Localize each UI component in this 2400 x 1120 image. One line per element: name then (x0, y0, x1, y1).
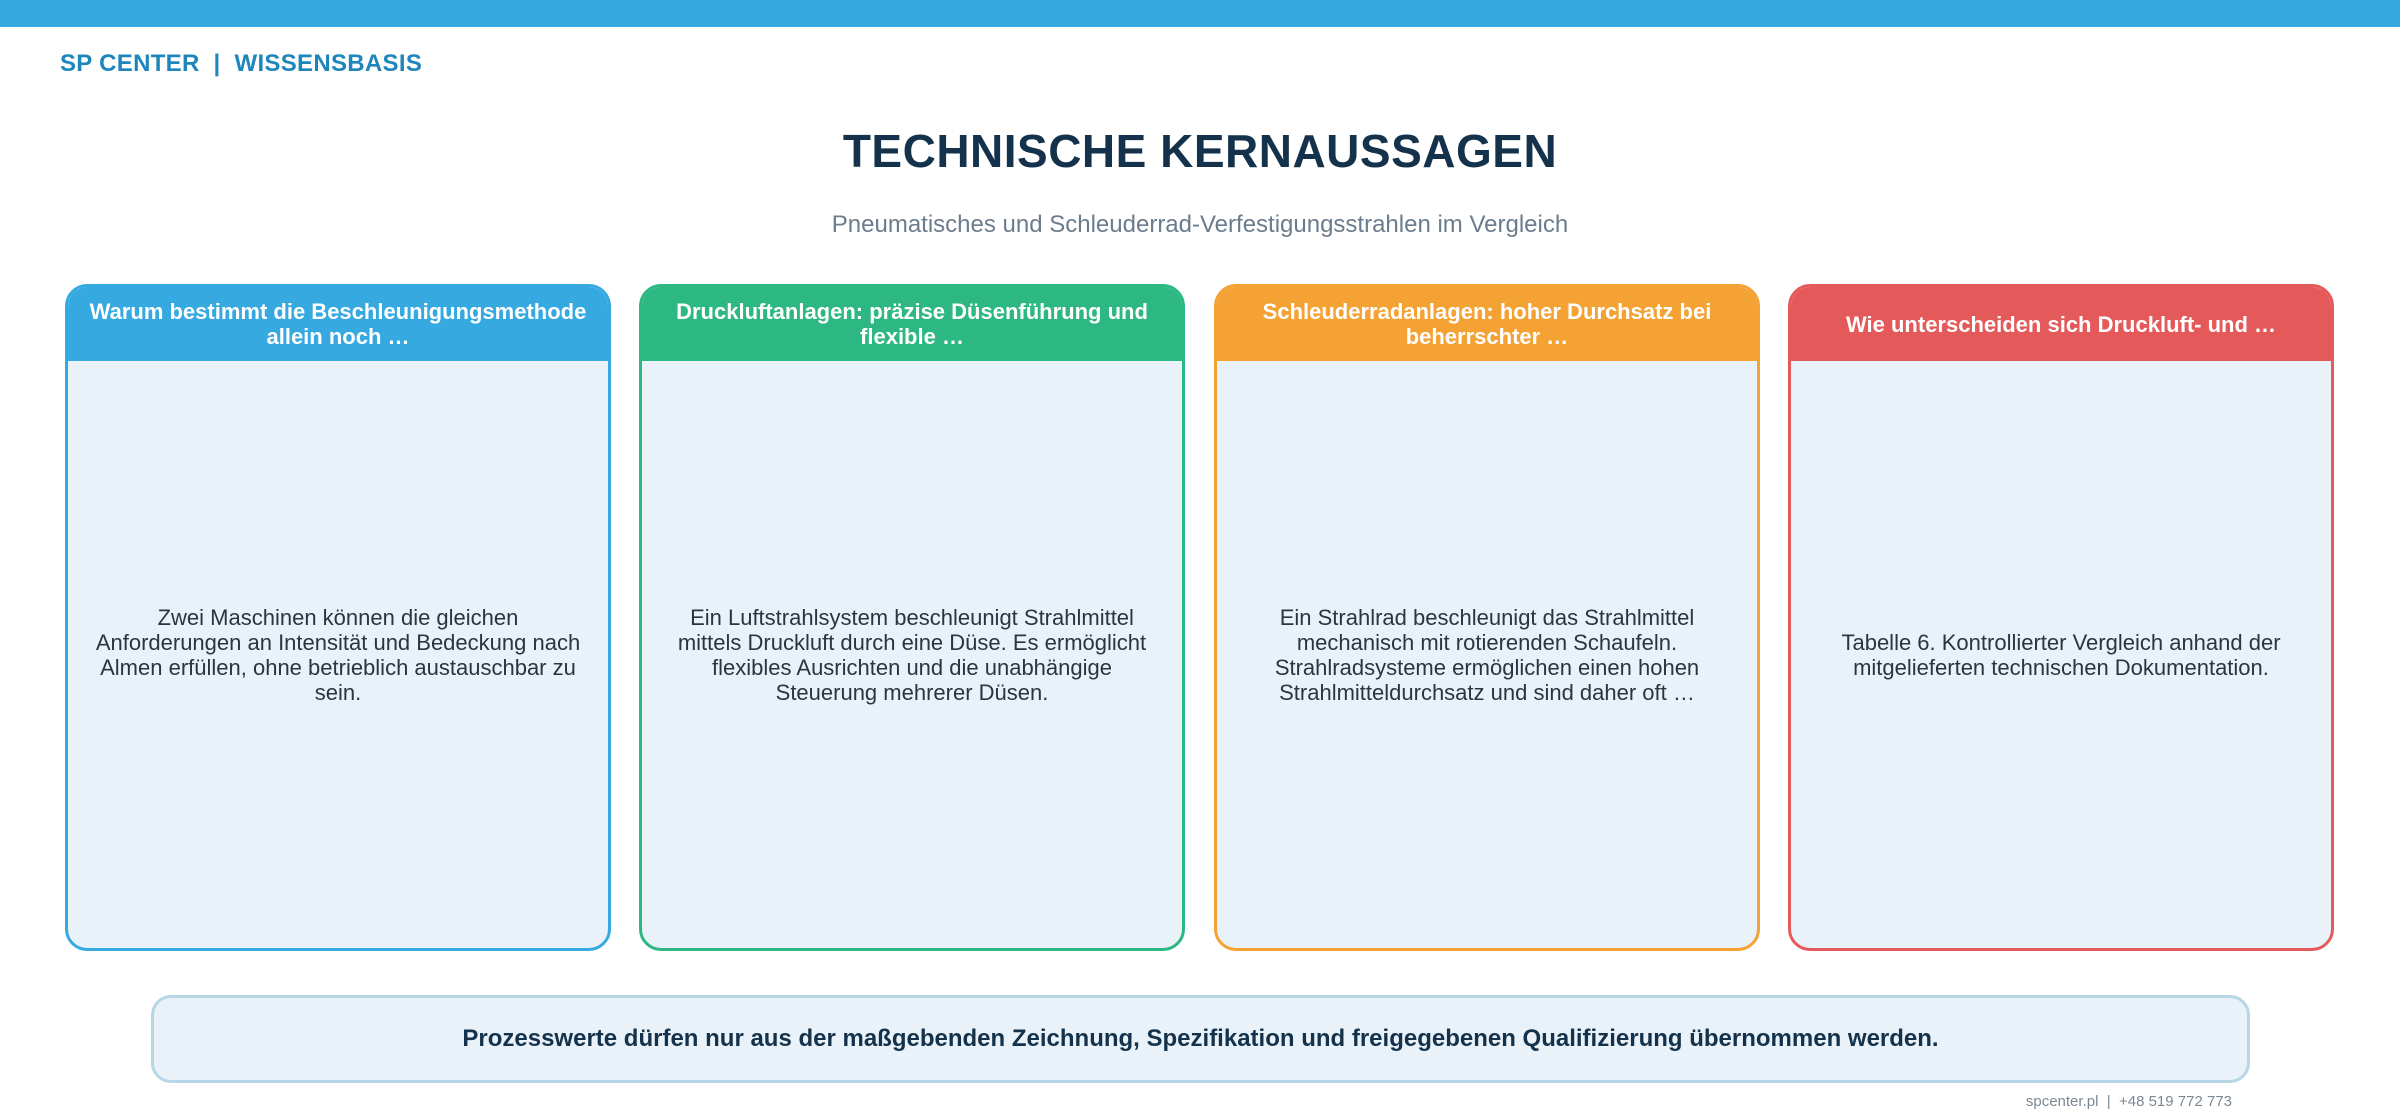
brand-label: SP CENTER | WISSENSBASIS (60, 50, 423, 77)
card-body: Zwei Maschinen können die gleichen Anforderungen an Intensität und Bedeckung nach Almen erfüllen, ohne betrieblich austauschbar zu sein. (95, 604, 581, 705)
top-accent-bar (0, 0, 2400, 27)
card-comparison (1788, 284, 2334, 951)
card-header: Wie unterscheiden sich Druckluft- und … (1791, 287, 2331, 361)
card-body: Tabelle 6. Kontrollierter Vergleich anhand der mitgelieferten technischen Dokumentation. (1841, 629, 2281, 680)
card-compressed-air (639, 284, 1185, 951)
card-body: Ein Luftstrahlsystem beschleunigt Strahlmittel mittels Druckluft durch eine Düse. Es ermöglicht flexibles Ausrichten und die unabhängige Steuerung mehrerer Düsen. (677, 604, 1147, 705)
page-title: TECHNISCHE KERNAUSSAGEN (842, 125, 1558, 177)
footer-contact: spcenter.pl | +48 519 772 773 (2025, 1093, 2232, 1110)
card-header: Schleuderradanlagen: hoher Durchsatz bei beherrschter … (1217, 287, 1757, 361)
card-acceleration-method (65, 284, 611, 951)
page-subtitle: Pneumatisches und Schleuderrad-Verfestigungsstrahlen im Vergleich (831, 211, 1569, 238)
card-wheel-blast (1214, 284, 1760, 951)
process-values-note: Prozesswerte dürfen nur aus der maßgebenden Zeichnung, Spezifikation und freigegebenen Qualifizierung übernommen werden. (151, 995, 2250, 1083)
card-header: Druckluftanlagen: präzise Düsenführung und flexible … (642, 287, 1182, 361)
card-body: Ein Strahlrad beschleunigt das Strahlmittel mechanisch mit rotierenden Schaufeln. Strahlradsysteme ermöglichen einen hohen Strahlmitteldurchsatz und sind daher oft … (1274, 604, 1700, 705)
card-header: Warum bestimmt die Beschleunigungsmethode allein noch … (68, 287, 608, 361)
